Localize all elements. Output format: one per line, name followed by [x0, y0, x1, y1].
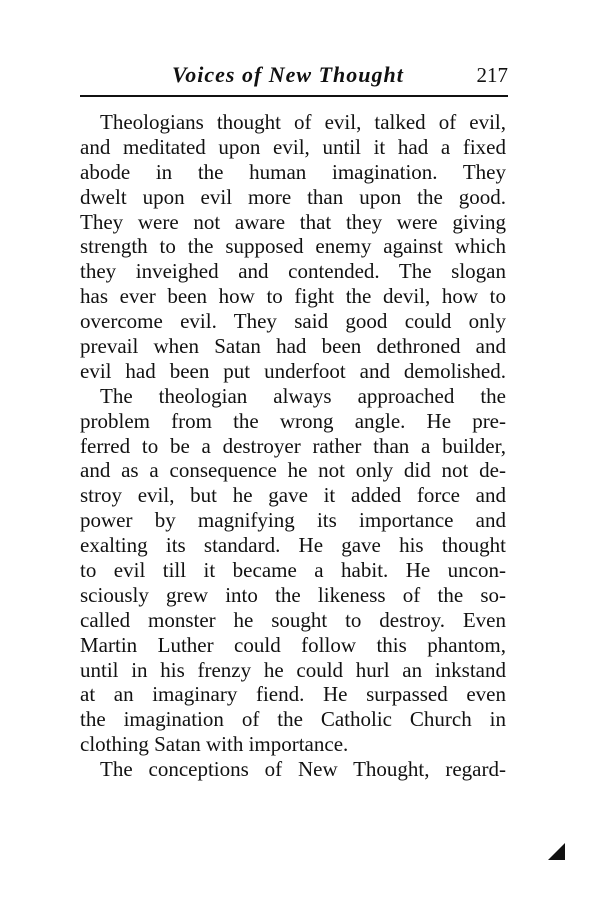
text-line: problem from the wrong angle. He pre-	[80, 408, 506, 433]
body-text	[80, 110, 506, 782]
text-line: sciously grew into the likeness of the so-	[80, 582, 506, 607]
text-line: abode in the human imagination. They	[80, 159, 506, 184]
text-line: Martin Luther could follow this phantom,	[80, 632, 506, 657]
text-line: called monster he sought to destroy. Even	[80, 607, 506, 632]
text-line: evil had been put underfoot and demolished.	[80, 358, 506, 383]
header-rule	[80, 95, 508, 97]
text-line: has ever been how to fight the devil, how to	[80, 284, 506, 309]
text-line: prevail when Satan had been dethroned and	[80, 334, 506, 359]
text-line: and meditated upon evil, until it had a fixed	[80, 134, 506, 159]
running-title: Voices of New Thought	[172, 62, 404, 87]
text-line: The theologian always approached the	[100, 383, 506, 408]
text-line: overcome evil. They said good could only	[80, 309, 506, 334]
text-line: until in his frenzy he could hurl an inkstand	[80, 657, 506, 682]
text-line: They were not aware that they were giving	[80, 209, 506, 234]
text-line: The conceptions of New Thought, regard-	[100, 757, 506, 782]
text-line: stroy evil, but he gave it added force and	[80, 483, 506, 508]
running-header	[80, 60, 508, 92]
text-line: power by magnifying its importance and	[80, 508, 506, 533]
text-line: clothing Satan with importance.	[80, 732, 349, 757]
text-line: Theologians thought of evil, talked of evil,	[100, 110, 506, 134]
text-line: dwelt upon evil more than upon the good.	[80, 184, 506, 209]
page-number: 217	[476, 63, 508, 87]
text-line: and as a consequence he not only did not de-	[80, 458, 506, 483]
text-line: ferred to be a destroyer rather than a builder,	[80, 433, 506, 458]
text-line: they inveighed and contended. The slogan	[80, 259, 506, 284]
text-line: to evil till it became a habit. He uncon-	[80, 558, 506, 583]
text-line: exalting its standard. He gave his thought	[80, 533, 506, 558]
text-line: strength to the supposed enemy against which	[80, 234, 506, 259]
text-line: at an imaginary fiend. He surpassed even	[80, 682, 506, 707]
page-corner-mark-icon	[548, 843, 565, 860]
text-line: the imagination of the Catholic Church in	[80, 707, 506, 732]
